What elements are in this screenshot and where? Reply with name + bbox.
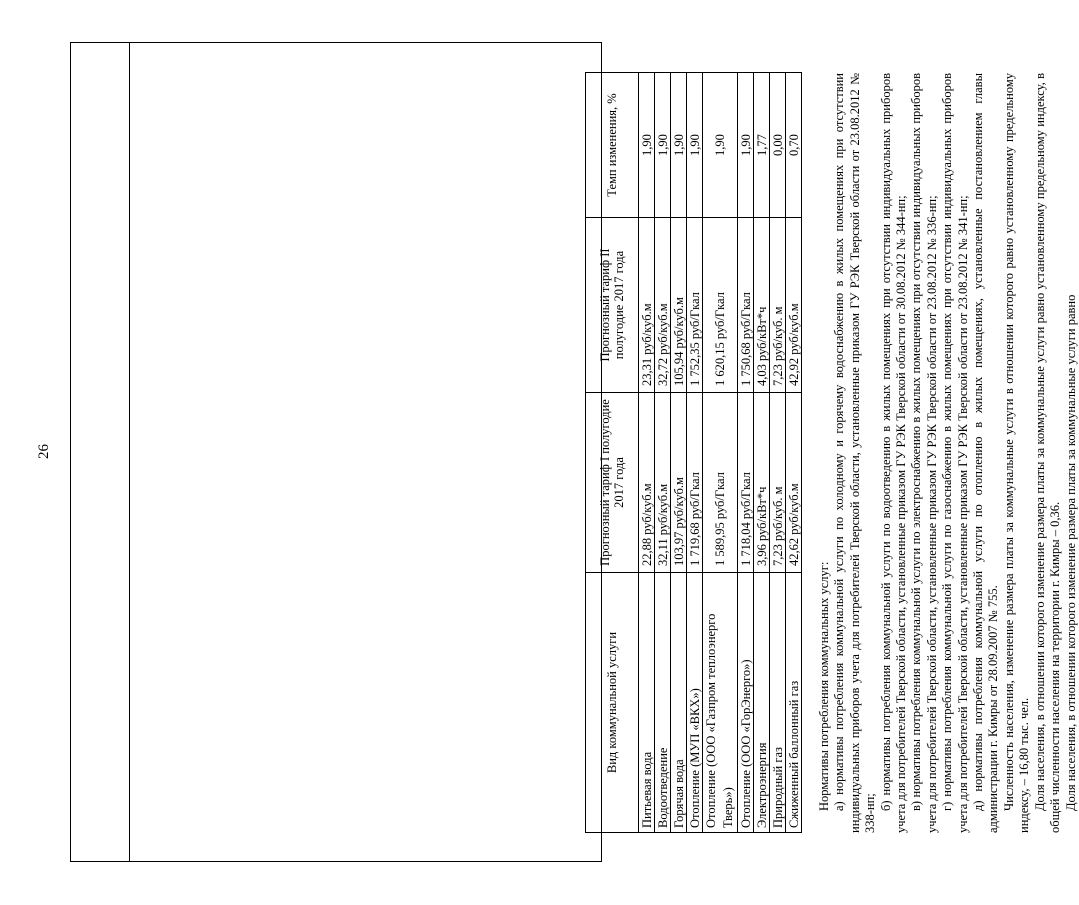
table-row	[655, 73, 671, 833]
cell-tariff-h1: 42,62 руб/куб.м	[786, 393, 802, 573]
cell-rate: 1,90	[738, 73, 754, 218]
table-row	[754, 73, 770, 833]
paragraph: Доля населения, в отношении которого изменение размера платы за коммунальные услуги равно установленному предельному индексу, в общей численности населения на территории г. Кимры – 0,36.	[1032, 73, 1063, 833]
cell-tariff-h2: 1 620,15 руб/Гкал	[703, 218, 738, 393]
page-border	[70, 42, 602, 862]
page-number: 26	[36, 444, 52, 459]
body-text	[817, 73, 1079, 833]
cell-service: Сжиженный баллонный газ	[786, 573, 802, 833]
rotated-document-body	[585, 60, 1078, 845]
cell-tariff-h1: 103,97 руб/куб.м	[671, 393, 687, 573]
paragraph-heading: Нормативы потребления коммунальных услуг:	[817, 561, 831, 811]
cell-rate: 1,90	[655, 73, 671, 218]
cell-rate: 1,90	[671, 73, 687, 218]
table-row	[639, 73, 655, 833]
cell-tariff-h1: 3,96 руб/кВт*ч	[754, 393, 770, 573]
cell-tariff-h2: 105,94 руб/куб.м	[671, 218, 687, 393]
cell-tariff-h2: 23,31 руб/куб.м	[639, 218, 655, 393]
cell-service: Питьевая вода	[639, 573, 655, 833]
cell-service: Природный газ	[770, 573, 786, 833]
paragraph: б) нормативы потребления коммунальной услуги по водоотведению в жилых помещениях при отсутствии индивидуальных приборов учета для потребителей Тверской области, установленные приказом ГУ РЭК Тверской области от 30.08.2012 № 344-нп;	[878, 73, 909, 833]
cell-tariff-h2: 32,72 руб/куб.м	[655, 218, 671, 393]
table-row	[770, 73, 786, 833]
cell-service: Отопление (ООО «Газпром теплоэнерго Тверь»)	[703, 573, 738, 833]
cell-tariff-h1: 1 718,04 руб/Гкал	[738, 393, 754, 573]
table-row	[738, 73, 754, 833]
header-tariff-h2: Прогнозный тариф II полугодие 2017 года	[586, 218, 639, 393]
cell-tariff-h2: 1 752,35 руб/Гкал	[687, 218, 703, 393]
table-header-row	[586, 73, 639, 833]
cell-service: Горячая вода	[671, 573, 687, 833]
cell-service: Отопление (МУП «ВКХ»)	[687, 573, 703, 833]
cell-tariff-h1: 7,23 руб/куб. м	[770, 393, 786, 573]
cell-service: Отопление (ООО «ГорЭнерго»)	[738, 573, 754, 833]
table-row	[671, 73, 687, 833]
cell-tariff-h2: 42,92 руб/куб.м	[786, 218, 802, 393]
paragraph: Доля населения, в отношении которого изменение размера платы за коммунальные услуги равно	[1063, 294, 1078, 811]
margin-line	[129, 42, 130, 862]
header-tariff-h1: Прогнозный тариф I полугодие 2017 года	[586, 393, 639, 573]
header-rate: Темп изменения, %	[586, 73, 639, 218]
cell-rate: 1,77	[754, 73, 770, 218]
tariff-table	[585, 72, 802, 833]
cell-tariff-h2: 7,23 руб/куб. м	[770, 218, 786, 393]
paragraph: в) нормативы потребления коммунальной услуги по электроснабжению в жилых помещениях при отсутствии индивидуальных приборов учета для потребителей Тверской области, установленные приказом ГУ РЭК Тверской области от 23.08.2012 № 336-нп;	[909, 73, 939, 833]
cell-rate: 0,00	[770, 73, 786, 218]
table-row	[786, 73, 802, 833]
paragraph: а) нормативы потребления коммунальной услуги по холодному и горячему водоснабжению в жилых помещениях при отсутствии индивидуальных приборов учета для потребителей Тверской области, установленные приказом ГУ РЭК Тверской области от 23.08.2012 № 338-нп;	[832, 73, 878, 833]
cell-service: Электроэнергия	[754, 573, 770, 833]
cell-tariff-h1: 22,88 руб/куб.м	[639, 393, 655, 573]
header-service: Вид коммунальной услуги	[586, 573, 639, 833]
table-row	[687, 73, 703, 833]
cell-tariff-h1: 32,11 руб/куб.м	[655, 393, 671, 573]
cell-service: Водоотведение	[655, 573, 671, 833]
cell-rate: 1,90	[639, 73, 655, 218]
table-row	[703, 73, 738, 833]
cell-rate: 1,90	[687, 73, 703, 218]
cell-tariff-h1: 1 589,95 руб/Гкал	[703, 393, 738, 573]
cell-tariff-h1: 1 719,68 руб/Гкал	[687, 393, 703, 573]
paragraph: г) нормативы потребления коммунальной услуги по газоснабжению в жилых помещениях при отсутствии индивидуальных приборов учета для потребителей Тверской области, установленные приказом ГУ РЭК Тверской области от 23.08.2012 № 341-нп;	[940, 73, 970, 833]
cell-rate: 0,70	[786, 73, 802, 218]
cell-tariff-h2: 1 750,68 руб/Гкал	[738, 218, 754, 393]
cell-tariff-h2: 4,03 руб/кВт*ч	[754, 218, 770, 393]
paragraph: д) нормативы потребления коммунальной услуги по отоплению в жилых помещениях, установленные постановлением главы администрации г. Кимры от 28.09.2007 № 755.	[971, 73, 1001, 833]
paragraph: Численность населения, изменение размера платы за коммунальные услуги в отношении которого равно установленному предельному индексу, – 16,80 тыс. чел.	[1001, 73, 1032, 833]
cell-rate: 1,90	[703, 73, 738, 218]
